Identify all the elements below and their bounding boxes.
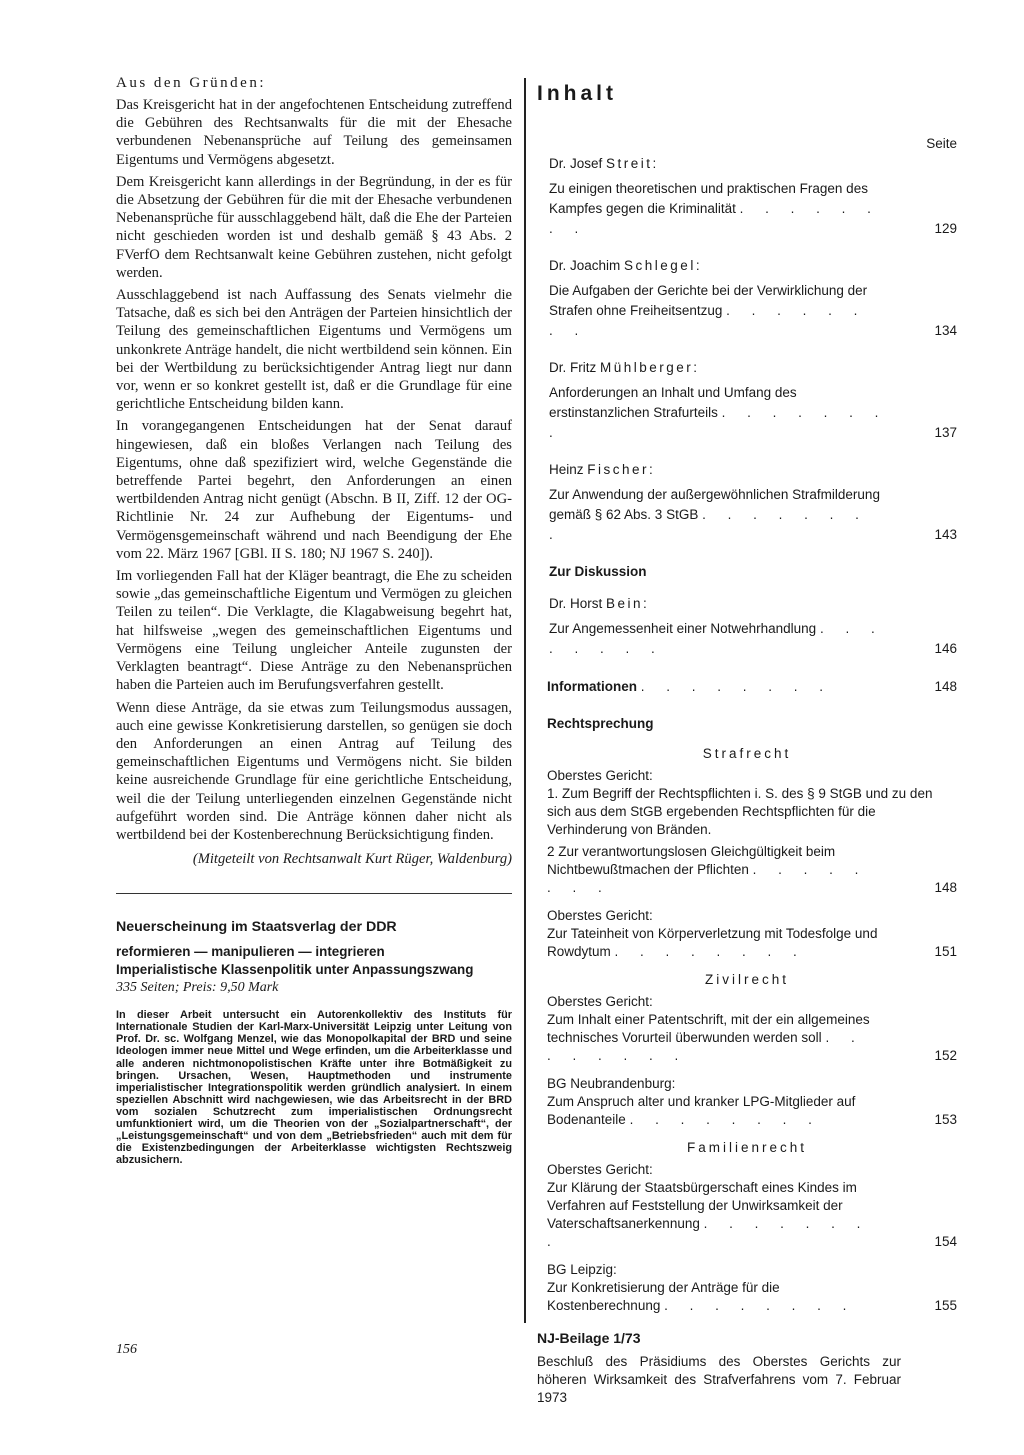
entry-title-text: Zur Konkretisierung der Anträge für die Kostenberechnung	[547, 1280, 780, 1313]
entry-title	[547, 843, 917, 897]
entry-page: 129	[934, 221, 957, 236]
toc-author	[549, 155, 957, 173]
entry-page: 137	[934, 425, 957, 440]
entry-page: 148	[934, 880, 957, 895]
toc-item: 1. Zum Begriff der Rechtspflichten i. S. des § 9 StGB und zu den sich aus dem StGB ergebenden Rechtspflichten für die Verhinderung von Bränden.	[547, 786, 933, 837]
entry-title-text: Die Aufgaben der Gerichte bei der Verwirklichung der Strafen ohne Freiheitsentzug	[549, 283, 868, 318]
author-colon: :	[693, 360, 698, 375]
author-colon: :	[652, 156, 657, 171]
court-name: Oberstes Gericht:	[547, 994, 653, 1009]
toc-item	[547, 1179, 957, 1251]
entry-title-text: Zu einigen theoretischen und praktischen Fragen des Kampfes gegen die Kriminalität	[549, 181, 868, 216]
author-first: Dr. Fritz	[549, 360, 600, 375]
entry-title-text: Anforderungen an Inhalt und Umfang des erstinstanzlichen Strafurteils	[549, 385, 797, 420]
toc-entry	[549, 179, 957, 239]
entry-page: 153	[934, 1112, 957, 1127]
court-name: Oberstes Gericht:	[547, 768, 653, 783]
author-colon: :	[649, 462, 653, 477]
familienrecht-heading: Familienrecht	[686, 1140, 808, 1155]
notice-text: In dieser Arbeit untersucht ein Autorenkollektiv des Instituts für Internationale Studien der Karl-Marx-Universität Leipzig unter Leitung von Prof. Dr. sc. Wolfgang Menzel, wie das Monopolkapital der BRD und seine Ideologen immer neue Mittel und Wege erfinden, um die Arbeiterklasse und alle anderen nichtmonopolistischen Kräfte unter ihre Botmäßigkeit zu bringen. Ursachen, Wesen, Hauptmethoden und instrumente imperialistischer Integrationspolitik werden gründlich analysiert. In einem speziellen Abschnitt wird nachgewiesen, wie das Arbeitsrecht in der BRD vom sozialen Schutzrecht zum imperialistischen Ordnungsrecht umfunktioniert wird, um die Theorien von der „Sozialpartnerschaft“, der „Leistungsgemeinschaft“ und von dem „Betriebsfrieden“ auch mit dem für die Existenzbedingungen der Arbeiterklasse wichtigsten Rechtszweig abzusichern.	[116, 1009, 512, 1167]
leader-dots: . . . . . . . .	[640, 679, 833, 694]
entry-page: 134	[934, 323, 957, 338]
entry-title-text: Zur Klärung der Staatsbürgerschaft eines Kindes im Verfahren auf Feststellung der Unwirksamkeit der Vaterschaftsanerkennung	[547, 1180, 857, 1231]
discussion-heading: Zur Diskussion	[549, 564, 647, 579]
author-last: Schlegel	[624, 258, 696, 273]
paragraph-6: Wenn diese Anträge, da sie etwas zum Teilungsmodus aussagen, auch eine gewisse Konkretisierung darstellen, so genügen sie doch den Anforderungen an einen Antrag auf Teilung des gemeinschaftlichen Eigentums und Vermögens nicht. Sie bilden keine ausreichende Grundlage für eine gerichtliche Entscheidung, weil die der Teilung unterliegenden einzelnen Gegenstände nicht aufgeführt worden sind. Die Anträge können daher nicht als wertbildend bei der Kostenberechnung Berücksichtigung finden.	[116, 699, 512, 843]
entry-title-text: 2 Zur verantwortungslosen Gleichgültigkeit beim Nichtbewußtmachen der Pflichten	[547, 844, 836, 877]
leader-dots: . . . . . . . .	[549, 405, 888, 440]
entry-page: 152	[934, 1048, 957, 1063]
entry-title	[549, 383, 917, 443]
entry-page: 154	[934, 1234, 957, 1249]
toc-item	[547, 925, 957, 961]
toc-entry	[549, 619, 957, 659]
toc-entry	[549, 281, 957, 341]
toc-author	[549, 257, 957, 275]
court-name: Oberstes Gericht:	[547, 908, 653, 923]
entry-title-text: Zur Angemessenheit einer Notwehrhandlung	[549, 621, 817, 636]
informationen-label: Informationen	[547, 679, 637, 694]
author-first: Dr. Horst	[549, 596, 607, 611]
entry-title	[547, 1093, 917, 1129]
entry-page: 146	[934, 641, 957, 656]
entry-title	[547, 677, 917, 697]
zivilrecht-heading: Zivilrecht	[704, 972, 789, 987]
court-name: Oberstes Gericht:	[547, 1162, 653, 1177]
notice-title-1: reformieren — manipulieren — integrieren	[116, 944, 385, 960]
leader-dots: . . . . . . . .	[629, 1112, 821, 1127]
entry-title	[547, 925, 917, 961]
author-colon: :	[643, 596, 647, 611]
author-first: Dr. Josef	[549, 156, 607, 171]
paragraph-3: Ausschlaggebend ist nach Auffassung des Senats vielmehr die Tatsache, daß es sich bei den Anträgen der Parteien hinsichtlich der Teilung des gemeinschaftlichen Eigentums und Vermögens um unkonkrete Anträge handelt, die nicht wertbildend sein können. Ein bei der Wertbildung zu berücksichtigender Antrag liegt nur dann vor, wenn er so konkret gestellt ist, daß er die Grundlage für eine gerichtliche Entscheidung bilden kann.	[116, 287, 512, 413]
separator-line	[116, 893, 512, 894]
attribution: (Mitgeteilt von Rechtsanwalt Kurt Rüger, Waldenburg)	[192, 851, 512, 868]
entry-title	[549, 179, 917, 239]
seite-label: Seite	[926, 136, 957, 151]
toc-entry	[549, 485, 957, 545]
toc-item	[547, 1279, 957, 1315]
notice-info: 335 Seiten; Preis: 9,50 Mark	[116, 980, 279, 996]
entry-page: 155	[934, 1298, 957, 1313]
entry-title	[547, 1179, 917, 1251]
leader-dots: . . . . . . . .	[614, 944, 806, 959]
entry-title	[547, 1011, 917, 1065]
notice-title-2: Imperialistische Klassenpolitik unter Anpassungszwang	[116, 962, 474, 978]
toc-author	[549, 359, 957, 377]
column-divider	[524, 78, 526, 1323]
entry-title-text: Zum Inhalt einer Patentschrift, mit der ein allgemeines technisches Vorurteil überwunden werden soll	[547, 1012, 870, 1045]
page-number: 156	[116, 1342, 137, 1357]
leader-dots: . . . . . . . .	[549, 621, 884, 656]
leader-dots: . . . . . . . .	[547, 862, 868, 895]
entry-title	[549, 619, 917, 659]
toc-author	[549, 461, 957, 479]
entry-title	[549, 281, 917, 341]
toc-entry	[549, 383, 957, 443]
leader-dots: . . . . . . . .	[549, 507, 868, 542]
rechtsprechung-heading: Rechtsprechung	[547, 716, 654, 731]
author-colon: :	[695, 258, 700, 273]
toc-item	[547, 843, 957, 897]
author-last: Mühlberger	[600, 360, 694, 375]
left-column	[116, 74, 512, 1166]
court-name: BG Neubrandenburg:	[547, 1076, 676, 1091]
entry-title	[549, 485, 917, 545]
court-name: BG Leipzig:	[547, 1262, 617, 1277]
paragraph-2: Dem Kreisgericht kann allerdings in der Begründung, in der es für die Absetzung der Gebühren für die mit der Ehesache verbundenen Nebenansprüche für ausschlaggebend hält, daß die Ehe der Parteien nicht geschieden worden ist und deshalb gemäß § 43 Abs. 2 FVerfO dem Rechtsanwalt keine Gebühren zustehen, nicht gefolgt werden.	[116, 173, 512, 281]
author-first: Dr. Joachim	[549, 258, 625, 273]
leader-dots: . . . . . . . .	[549, 201, 880, 236]
entry-page: 151	[934, 944, 957, 959]
notice-heading: Neuerscheinung im Staatsverlag der DDR	[116, 919, 397, 936]
entry-title	[547, 1279, 917, 1315]
beilage-text: Beschluß des Präsidiums des Oberstes Gerichts zur höheren Wirksamkeit des Strafverfahrens vom 7. Februar 1973	[537, 1354, 901, 1405]
entry-title-text: Zur Tateinheit von Körperverletzung mit Todesfolge und Rowdytum	[547, 926, 878, 959]
paragraph-4: In vorangegangenen Entscheidungen hat der Senat darauf hingewiesen, daß ein bloßes Verlangen nach Teilung des Eigentums, ohne daß spezifiziert wird, welche Gegenstände die betreffende Partei begehrt, den Anforderungen an einen wertbildenden Antrag nicht genügt (Abschn. B II, Ziff. 12 der OG-Richtlinie Nr. 24 zur Aufhebung der Eigentums- und Vermögensgemeinschaft während und nach Beendigung der Ehe vom 22. März 1967 [GBl. II S. 180; NJ 1967 S. 240]).	[116, 418, 512, 562]
entry-title-text: Zum Anspruch alter und kranker LPG-Mitglieder auf Bodenanteile	[547, 1094, 856, 1127]
strafrecht-heading: Strafrecht	[702, 746, 792, 761]
leader-dots: . . . . . . . .	[664, 1298, 856, 1313]
paragraph-1: Das Kreisgericht hat in der angefochtenen Entscheidung zutreffend die Gebühren des Rechtsanwalts für die mit der Ehesache verbundenen Nebenansprüche auf Teilung des gemeinsamen Eigentums und Vermögens abgesetzt.	[116, 97, 512, 168]
table-of-contents	[537, 80, 957, 1407]
leader-dots: . . . . . . . .	[547, 1030, 864, 1063]
informationen-entry	[547, 677, 957, 697]
leader-dots: . . . . . . . .	[549, 303, 867, 338]
author-last: Fischer	[587, 462, 650, 477]
leader-dots: . . . . . . . .	[547, 1216, 870, 1249]
author-last: Streit	[606, 156, 653, 171]
author-first: Heinz	[549, 462, 588, 477]
reasons-heading: Aus den Gründen:	[116, 75, 266, 91]
toc-author	[549, 595, 957, 613]
toc-item	[547, 1093, 957, 1129]
entry-page: 143	[934, 527, 957, 542]
author-last: Bein	[606, 596, 644, 611]
entry-title-text: Zur Anwendung der außergewöhnlichen Strafmilderung gemäß § 62 Abs. 3 StGB	[549, 487, 880, 522]
toc-item	[547, 1011, 957, 1065]
entry-page: 148	[934, 679, 957, 694]
toc-title: Inhalt	[537, 82, 617, 105]
paragraph-5: Im vorliegenden Fall hat der Kläger beantragt, die Ehe zu scheiden sowie „das gemeinschaftliche Eigentum und Vermögen zu gleichen Teilen zu teilen“. Die Verklagte, die Klagabweisung begehrt hat, hat hilfsweise „wegen des gemeinschaftlichen Eigentums und Vermögens eine Teilung ungleicher Anteile zugunsten der Verklagten beantragt“. Diese Anträge zu den Nebenansprüchen haben die Parteien auch im Berufungsverfahren gestellt.	[116, 568, 512, 694]
beilage-heading: NJ-Beilage 1/73	[537, 1330, 641, 1346]
